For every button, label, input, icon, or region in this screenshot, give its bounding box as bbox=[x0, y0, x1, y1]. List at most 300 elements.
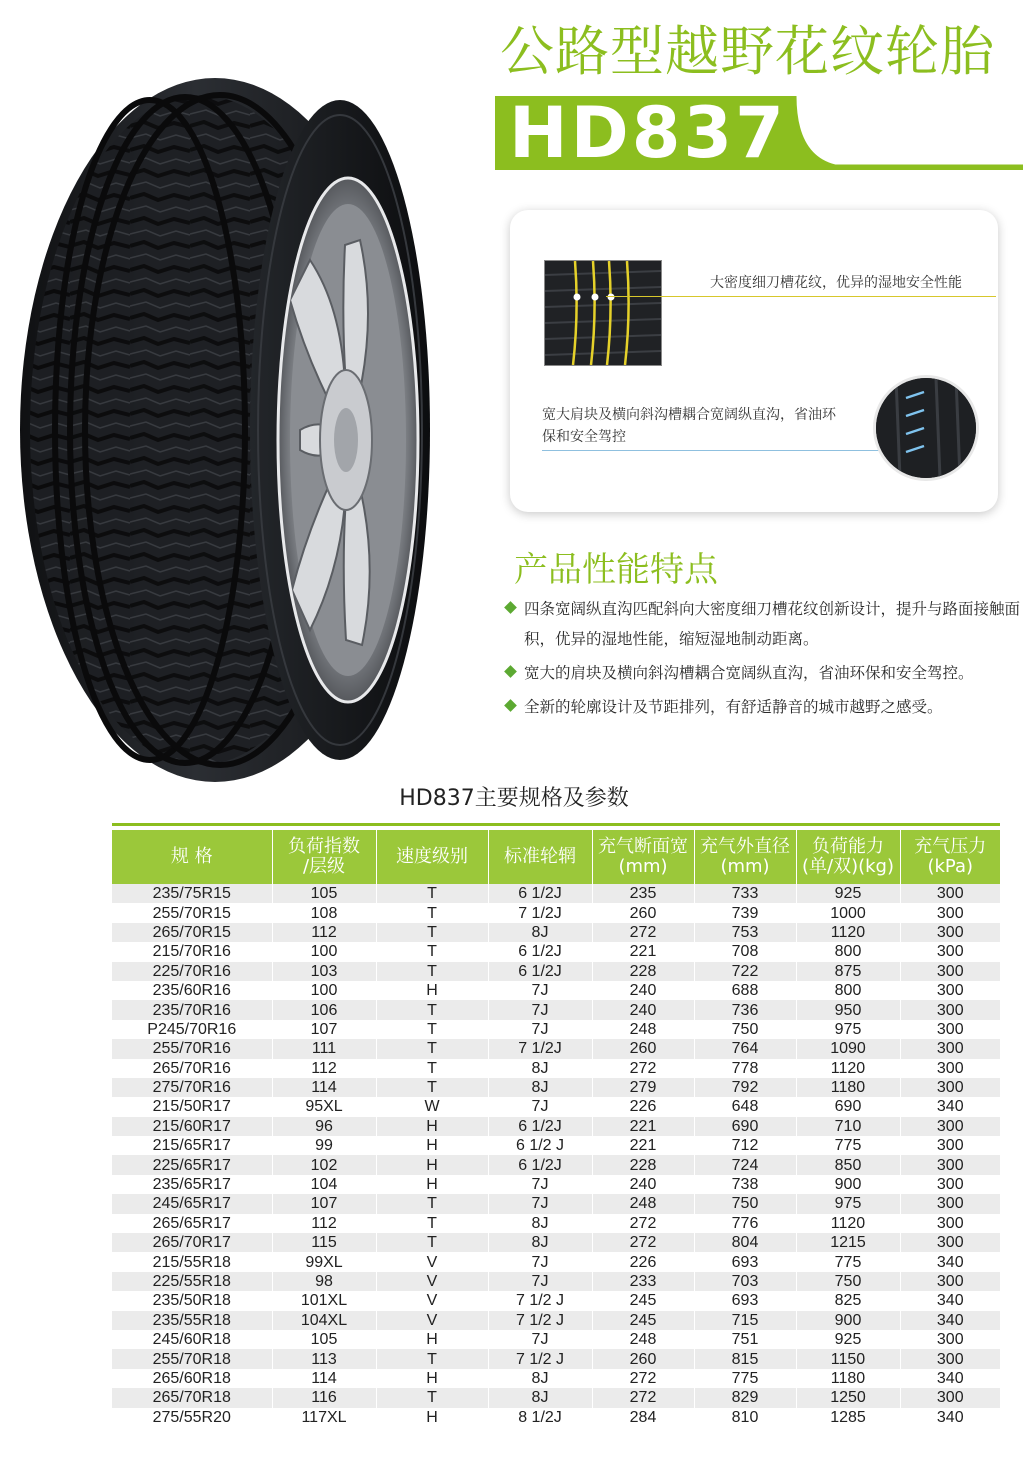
table-cell: 6 1/2J bbox=[488, 962, 592, 981]
table-cell: 733 bbox=[694, 884, 796, 903]
table-cell: 240 bbox=[592, 1000, 694, 1019]
table-row bbox=[112, 1252, 1000, 1271]
table-cell: 300 bbox=[900, 903, 1000, 922]
table-cell: 279 bbox=[592, 1078, 694, 1097]
table-cell: T bbox=[376, 1020, 488, 1039]
table-cell: 6 1/2J bbox=[488, 942, 592, 961]
table-row bbox=[112, 923, 1000, 942]
diamond-bullet-icon bbox=[504, 665, 517, 678]
table-row bbox=[112, 1155, 1000, 1174]
table-cell: 300 bbox=[900, 1349, 1000, 1368]
table-cell: 255/70R16 bbox=[112, 1039, 272, 1058]
table-cell: 6 1/2J bbox=[488, 1155, 592, 1174]
table-row bbox=[112, 1369, 1000, 1388]
table-cell: 102 bbox=[272, 1155, 376, 1174]
table-row bbox=[112, 1136, 1000, 1155]
table-cell: 736 bbox=[694, 1000, 796, 1019]
table-cell: V bbox=[376, 1311, 488, 1330]
table-cell: 284 bbox=[592, 1408, 694, 1427]
column-header bbox=[796, 830, 900, 884]
table-cell: 7J bbox=[488, 1194, 592, 1213]
table-cell: 215/50R17 bbox=[112, 1097, 272, 1116]
table-cell: 115 bbox=[272, 1233, 376, 1252]
table-cell: 117XL bbox=[272, 1408, 376, 1427]
table-cell: 925 bbox=[796, 1330, 900, 1349]
table-cell: 300 bbox=[900, 884, 1000, 903]
table-cell: 792 bbox=[694, 1078, 796, 1097]
table-cell: 738 bbox=[694, 1175, 796, 1194]
table-cell: 708 bbox=[694, 942, 796, 961]
table-cell: 272 bbox=[592, 1214, 694, 1233]
table-cell: 1120 bbox=[796, 1059, 900, 1078]
table-cell: 248 bbox=[592, 1194, 694, 1213]
table-row bbox=[112, 962, 1000, 981]
table-cell: 776 bbox=[694, 1214, 796, 1233]
table-top-rule bbox=[112, 823, 1000, 826]
table-cell: 255/70R18 bbox=[112, 1349, 272, 1368]
table-cell: T bbox=[376, 962, 488, 981]
table-row bbox=[112, 1408, 1000, 1427]
table-cell: T bbox=[376, 1214, 488, 1233]
column-header-text: (单/双)(kg) bbox=[801, 856, 894, 877]
diamond-bullet-icon bbox=[504, 699, 517, 712]
table-cell: 112 bbox=[272, 1059, 376, 1078]
table-cell: 778 bbox=[694, 1059, 796, 1078]
column-header-text: 充气外直径 bbox=[700, 836, 790, 857]
table-cell: 235/65R17 bbox=[112, 1175, 272, 1194]
table-cell: 925 bbox=[796, 884, 900, 903]
table-cell: 300 bbox=[900, 1078, 1000, 1097]
spec-table-title: HD837主要规格及参数 bbox=[399, 786, 629, 811]
table-cell: 815 bbox=[694, 1349, 796, 1368]
table-cell: 104 bbox=[272, 1175, 376, 1194]
table-cell: T bbox=[376, 1039, 488, 1058]
column-header-text: 负荷指数 bbox=[288, 836, 360, 857]
table-cell: 245 bbox=[592, 1311, 694, 1330]
table-cell: 265/70R18 bbox=[112, 1388, 272, 1407]
table-cell: 7J bbox=[488, 1252, 592, 1271]
table-cell: 265/60R18 bbox=[112, 1369, 272, 1388]
table-cell: 300 bbox=[900, 1039, 1000, 1058]
table-cell: 7J bbox=[488, 1020, 592, 1039]
column-header bbox=[694, 830, 796, 884]
table-cell: 272 bbox=[592, 1388, 694, 1407]
table-cell: 107 bbox=[272, 1194, 376, 1213]
table-row bbox=[112, 981, 1000, 1000]
table-row bbox=[112, 1039, 1000, 1058]
table-cell: 7 1/2 J bbox=[488, 1311, 592, 1330]
table-cell: 340 bbox=[900, 1291, 1000, 1310]
table-cell: 95XL bbox=[272, 1097, 376, 1116]
table-cell: 7J bbox=[488, 981, 592, 1000]
table-cell: 7J bbox=[488, 1272, 592, 1291]
table-cell: 300 bbox=[900, 1194, 1000, 1213]
table-cell: 800 bbox=[796, 942, 900, 961]
table-cell: 703 bbox=[694, 1272, 796, 1291]
table-cell: 300 bbox=[900, 1175, 1000, 1194]
table-cell: 804 bbox=[694, 1233, 796, 1252]
table-cell: T bbox=[376, 1388, 488, 1407]
table-cell: 96 bbox=[272, 1117, 376, 1136]
table-cell: 265/70R16 bbox=[112, 1059, 272, 1078]
spec-table-body bbox=[112, 884, 1000, 1427]
table-cell: 113 bbox=[272, 1349, 376, 1368]
table-row bbox=[112, 942, 1000, 961]
table-cell: 240 bbox=[592, 1175, 694, 1194]
table-cell: 215/65R17 bbox=[112, 1136, 272, 1155]
column-header bbox=[900, 830, 1000, 884]
feature-item bbox=[506, 692, 1021, 722]
tire-product-image bbox=[10, 70, 430, 790]
table-cell: 235/60R16 bbox=[112, 981, 272, 1000]
table-cell: H bbox=[376, 1136, 488, 1155]
table-cell: 8 1/2J bbox=[488, 1408, 592, 1427]
table-cell: 272 bbox=[592, 1369, 694, 1388]
table-cell: 112 bbox=[272, 1214, 376, 1233]
table-cell: T bbox=[376, 1000, 488, 1019]
table-cell: 105 bbox=[272, 1330, 376, 1349]
column-header-text: 充气压力 bbox=[914, 836, 987, 857]
table-cell: 7J bbox=[488, 1000, 592, 1019]
table-cell: 300 bbox=[900, 1000, 1000, 1019]
table-row bbox=[112, 1059, 1000, 1078]
table-cell: 8J bbox=[488, 1233, 592, 1252]
table-cell: V bbox=[376, 1272, 488, 1291]
table-cell: 116 bbox=[272, 1388, 376, 1407]
table-row bbox=[112, 1349, 1000, 1368]
table-cell: 114 bbox=[272, 1369, 376, 1388]
column-header-text: (kPa) bbox=[927, 856, 974, 877]
table-row bbox=[112, 1020, 1000, 1039]
spec-table bbox=[112, 830, 1000, 1427]
table-cell: 235/75R15 bbox=[112, 884, 272, 903]
table-cell: 233 bbox=[592, 1272, 694, 1291]
table-cell: 753 bbox=[694, 923, 796, 942]
table-cell: 850 bbox=[796, 1155, 900, 1174]
table-cell: 1285 bbox=[796, 1408, 900, 1427]
header-row bbox=[112, 830, 1000, 884]
table-cell: 235 bbox=[592, 884, 694, 903]
column-header-text: 速度级别 bbox=[396, 846, 468, 867]
table-cell: 225/70R16 bbox=[112, 962, 272, 981]
table-cell: 103 bbox=[272, 962, 376, 981]
table-cell: 275/55R20 bbox=[112, 1408, 272, 1427]
table-cell: 300 bbox=[900, 1059, 1000, 1078]
table-cell: 260 bbox=[592, 1349, 694, 1368]
table-cell: 272 bbox=[592, 923, 694, 942]
table-cell: 340 bbox=[900, 1408, 1000, 1427]
table-cell: 248 bbox=[592, 1020, 694, 1039]
diamond-bullet-icon bbox=[504, 601, 517, 614]
table-cell: T bbox=[376, 923, 488, 942]
table-cell: 265/65R17 bbox=[112, 1214, 272, 1233]
column-header bbox=[272, 830, 376, 884]
table-row bbox=[112, 1272, 1000, 1291]
column-header-text: 充气断面宽 bbox=[598, 836, 688, 857]
table-cell: 245/60R18 bbox=[112, 1330, 272, 1349]
table-row bbox=[112, 1175, 1000, 1194]
table-cell: 300 bbox=[900, 1330, 1000, 1349]
column-header-text: (mm) bbox=[618, 856, 668, 877]
table-cell: 6 1/2J bbox=[488, 1117, 592, 1136]
table-cell: 750 bbox=[694, 1194, 796, 1213]
table-cell: 724 bbox=[694, 1155, 796, 1174]
table-cell: 8J bbox=[488, 1214, 592, 1233]
table-cell: T bbox=[376, 1349, 488, 1368]
table-cell: H bbox=[376, 1408, 488, 1427]
table-cell: 340 bbox=[900, 1097, 1000, 1116]
table-cell: 99 bbox=[272, 1136, 376, 1155]
table-cell: 215/70R16 bbox=[112, 942, 272, 961]
table-cell: V bbox=[376, 1252, 488, 1271]
table-cell: 300 bbox=[900, 1136, 1000, 1155]
feature-text: 四条宽阔纵直沟匹配斜向大密度细刀槽花纹创新设计，提升与路面接触面积，优异的湿地性能，缩短湿地制动距离。 bbox=[524, 600, 1021, 648]
table-cell: 1180 bbox=[796, 1369, 900, 1388]
table-cell: T bbox=[376, 903, 488, 922]
table-cell: 7 1/2 J bbox=[488, 1349, 592, 1368]
column-header bbox=[376, 830, 488, 884]
feature-text: 宽大的肩块及横向斜沟槽耦合宽阔纵直沟，省油环保和安全驾控。 bbox=[524, 664, 974, 682]
table-cell: 829 bbox=[694, 1388, 796, 1407]
table-cell: 260 bbox=[592, 903, 694, 922]
table-cell: 300 bbox=[900, 1388, 1000, 1407]
table-cell: 235/70R16 bbox=[112, 1000, 272, 1019]
table-cell: 101XL bbox=[272, 1291, 376, 1310]
model-name: HD837 bbox=[509, 92, 787, 174]
table-cell: 340 bbox=[900, 1369, 1000, 1388]
table-cell: 712 bbox=[694, 1136, 796, 1155]
table-cell: 693 bbox=[694, 1291, 796, 1310]
table-cell: 300 bbox=[900, 962, 1000, 981]
table-cell: T bbox=[376, 1059, 488, 1078]
table-cell: 114 bbox=[272, 1078, 376, 1097]
feature-card bbox=[510, 210, 998, 512]
table-row bbox=[112, 1000, 1000, 1019]
table-row bbox=[112, 1097, 1000, 1116]
callout-wet-safety: 大密度细刀槽花纹，优异的湿地安全性能 bbox=[710, 275, 962, 291]
table-cell: H bbox=[376, 1155, 488, 1174]
table-cell: 104XL bbox=[272, 1311, 376, 1330]
table-cell: 260 bbox=[592, 1039, 694, 1058]
table-cell: 7 1/2J bbox=[488, 1039, 592, 1058]
column-header bbox=[592, 830, 694, 884]
table-cell: 775 bbox=[796, 1252, 900, 1271]
table-cell: 300 bbox=[900, 1020, 1000, 1039]
table-cell: H bbox=[376, 1330, 488, 1349]
features-heading: 产品性能特点 bbox=[514, 550, 718, 590]
table-cell: 693 bbox=[694, 1252, 796, 1271]
table-cell: 228 bbox=[592, 1155, 694, 1174]
table-row bbox=[112, 1233, 1000, 1252]
spec-table-header bbox=[112, 830, 1000, 884]
table-cell: 690 bbox=[694, 1117, 796, 1136]
table-row bbox=[112, 903, 1000, 922]
table-cell: 8J bbox=[488, 1369, 592, 1388]
table-cell: 221 bbox=[592, 942, 694, 961]
table-cell: 226 bbox=[592, 1097, 694, 1116]
table-cell: T bbox=[376, 942, 488, 961]
table-cell: 1090 bbox=[796, 1039, 900, 1058]
table-cell: 111 bbox=[272, 1039, 376, 1058]
table-cell: 225/55R18 bbox=[112, 1272, 272, 1291]
table-cell: 272 bbox=[592, 1059, 694, 1078]
product-title: 公路型越野花纹轮胎 bbox=[500, 20, 995, 83]
table-row bbox=[112, 1291, 1000, 1310]
table-cell: 900 bbox=[796, 1175, 900, 1194]
table-row bbox=[112, 1214, 1000, 1233]
table-cell: 265/70R15 bbox=[112, 923, 272, 942]
table-cell: 900 bbox=[796, 1311, 900, 1330]
table-cell: 300 bbox=[900, 923, 1000, 942]
table-cell: 300 bbox=[900, 981, 1000, 1000]
table-cell: 715 bbox=[694, 1311, 796, 1330]
table-row bbox=[112, 884, 1000, 903]
table-cell: 950 bbox=[796, 1000, 900, 1019]
table-cell: 221 bbox=[592, 1117, 694, 1136]
table-cell: 300 bbox=[900, 1117, 1000, 1136]
table-cell: 800 bbox=[796, 981, 900, 1000]
table-cell: 112 bbox=[272, 923, 376, 942]
table-cell: 98 bbox=[272, 1272, 376, 1291]
feature-item bbox=[506, 658, 1021, 688]
table-row bbox=[112, 1078, 1000, 1097]
table-cell: 8J bbox=[488, 923, 592, 942]
table-cell: 750 bbox=[796, 1272, 900, 1291]
table-cell: 690 bbox=[796, 1097, 900, 1116]
table-cell: 648 bbox=[694, 1097, 796, 1116]
table-cell: 825 bbox=[796, 1291, 900, 1310]
column-header-text: 规 格 bbox=[170, 846, 213, 867]
table-cell: 248 bbox=[592, 1330, 694, 1349]
table-cell: 100 bbox=[272, 942, 376, 961]
table-cell: 750 bbox=[694, 1020, 796, 1039]
table-cell: 235/55R18 bbox=[112, 1311, 272, 1330]
table-cell: 100 bbox=[272, 981, 376, 1000]
table-cell: 8J bbox=[488, 1059, 592, 1078]
table-cell: H bbox=[376, 981, 488, 1000]
table-cell: 265/70R17 bbox=[112, 1233, 272, 1252]
table-cell: 7J bbox=[488, 1175, 592, 1194]
table-cell: T bbox=[376, 1078, 488, 1097]
table-cell: 300 bbox=[900, 1233, 1000, 1252]
table-cell: 7 1/2J bbox=[488, 903, 592, 922]
feature-item bbox=[506, 594, 1021, 654]
table-cell: 1250 bbox=[796, 1388, 900, 1407]
table-cell: 775 bbox=[694, 1369, 796, 1388]
table-cell: H bbox=[376, 1117, 488, 1136]
table-cell: 7J bbox=[488, 1097, 592, 1116]
table-cell: 245 bbox=[592, 1291, 694, 1310]
table-cell: 1120 bbox=[796, 1214, 900, 1233]
table-cell: 300 bbox=[900, 1272, 1000, 1291]
table-cell: 300 bbox=[900, 1214, 1000, 1233]
table-cell: 108 bbox=[272, 903, 376, 922]
table-cell: 226 bbox=[592, 1252, 694, 1271]
table-cell: 7J bbox=[488, 1330, 592, 1349]
table-cell: 99XL bbox=[272, 1252, 376, 1271]
table-cell: 245/65R17 bbox=[112, 1194, 272, 1213]
table-cell: 7 1/2 J bbox=[488, 1291, 592, 1310]
table-cell: 975 bbox=[796, 1020, 900, 1039]
table-cell: V bbox=[376, 1291, 488, 1310]
table-cell: 275/70R16 bbox=[112, 1078, 272, 1097]
column-header-text: 负荷能力 bbox=[812, 836, 884, 857]
table-cell: 751 bbox=[694, 1330, 796, 1349]
table-cell: 688 bbox=[694, 981, 796, 1000]
table-cell: 221 bbox=[592, 1136, 694, 1155]
column-header-text: /层级 bbox=[302, 856, 346, 877]
table-cell: 875 bbox=[796, 962, 900, 981]
table-cell: 107 bbox=[272, 1020, 376, 1039]
table-cell: 106 bbox=[272, 1000, 376, 1019]
column-header-text: 标准轮辋 bbox=[504, 846, 576, 867]
table-cell: 1180 bbox=[796, 1078, 900, 1097]
table-cell: 764 bbox=[694, 1039, 796, 1058]
table-cell: 215/60R17 bbox=[112, 1117, 272, 1136]
table-cell: 1000 bbox=[796, 903, 900, 922]
table-cell: 8J bbox=[488, 1388, 592, 1407]
model-banner bbox=[495, 92, 1023, 174]
table-cell: 722 bbox=[694, 962, 796, 981]
table-cell: 6 1/2J bbox=[488, 884, 592, 903]
features-list bbox=[506, 594, 1021, 726]
shoulder-closeup-image bbox=[876, 378, 976, 478]
table-cell: 340 bbox=[900, 1252, 1000, 1271]
table-cell: 975 bbox=[796, 1194, 900, 1213]
table-cell: T bbox=[376, 1194, 488, 1213]
table-cell: 1120 bbox=[796, 923, 900, 942]
table-row bbox=[112, 1388, 1000, 1407]
table-cell: 255/70R15 bbox=[112, 903, 272, 922]
column-header bbox=[488, 830, 592, 884]
table-cell: 775 bbox=[796, 1136, 900, 1155]
table-cell: H bbox=[376, 1369, 488, 1388]
table-cell: 272 bbox=[592, 1233, 694, 1252]
table-row bbox=[112, 1117, 1000, 1136]
table-cell: 228 bbox=[592, 962, 694, 981]
column-header-text: (mm) bbox=[720, 856, 770, 877]
table-cell: 240 bbox=[592, 981, 694, 1000]
table-cell: H bbox=[376, 1175, 488, 1194]
callout-shoulder-blocks: 宽大肩块及横向斜沟槽耦合宽阔纵直沟，省油环保和安全驾控 bbox=[542, 407, 836, 445]
table-cell: 215/55R18 bbox=[112, 1252, 272, 1271]
feature-text: 全新的轮廓设计及节距排列，有舒适静音的城市越野之感受。 bbox=[524, 698, 943, 716]
table-cell: 300 bbox=[900, 1155, 1000, 1174]
column-header bbox=[112, 830, 272, 884]
table-cell: 1215 bbox=[796, 1233, 900, 1252]
table-cell: P245/70R16 bbox=[112, 1020, 272, 1039]
table-cell: W bbox=[376, 1097, 488, 1116]
table-cell: 739 bbox=[694, 903, 796, 922]
table-cell: 6 1/2 J bbox=[488, 1136, 592, 1155]
callout-2-line bbox=[542, 450, 912, 451]
table-row bbox=[112, 1330, 1000, 1349]
table-cell: 340 bbox=[900, 1311, 1000, 1330]
table-row bbox=[112, 1311, 1000, 1330]
table-cell: 300 bbox=[900, 942, 1000, 961]
table-cell: 1150 bbox=[796, 1349, 900, 1368]
table-cell: 235/50R18 bbox=[112, 1291, 272, 1310]
table-cell: 8J bbox=[488, 1078, 592, 1097]
table-cell: T bbox=[376, 1233, 488, 1252]
callout-1-line bbox=[606, 296, 996, 297]
table-cell: 225/65R17 bbox=[112, 1155, 272, 1174]
tread-closeup-image bbox=[544, 260, 662, 366]
table-cell: 810 bbox=[694, 1408, 796, 1427]
table-cell: 105 bbox=[272, 884, 376, 903]
table-row bbox=[112, 1194, 1000, 1213]
table-cell: 710 bbox=[796, 1117, 900, 1136]
